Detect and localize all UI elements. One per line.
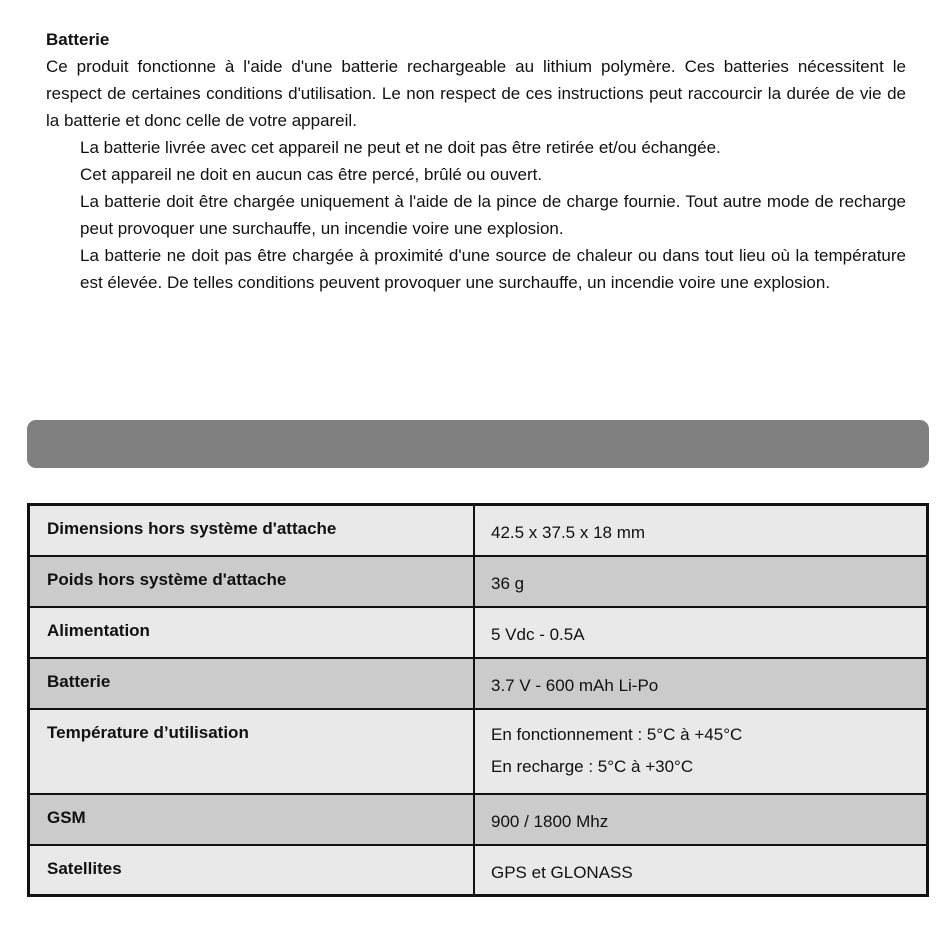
spec-value-line: En fonctionnement : 5°C à +45°C bbox=[491, 724, 743, 744]
list-item: Cet appareil ne doit en aucun cas être percé, brûlé ou ouvert. bbox=[80, 165, 543, 184]
spec-value: GPS et GLONASS bbox=[474, 845, 928, 896]
specifications-table bbox=[27, 503, 929, 897]
spec-label: GSM bbox=[29, 794, 475, 845]
battery-intro: Ce produit fonctionne à l'aide d'une batterie rechargeable au lithium polymère. Ces batteries nécessitent le respect de certaines conditions d'utilisation. Le non respect de ces instructions peut raccourcir la durée de vie de la batterie et donc celle de votre appareil. bbox=[46, 57, 906, 130]
spec-value: 36 g bbox=[474, 556, 928, 607]
spec-label: Batterie bbox=[29, 658, 475, 709]
spec-label: Poids hors système d'attache bbox=[29, 556, 475, 607]
spec-value: 900 / 1800 Mhz bbox=[474, 794, 928, 845]
table-row bbox=[29, 505, 928, 556]
table-row bbox=[29, 794, 928, 845]
table-row bbox=[29, 658, 928, 709]
table-row bbox=[29, 556, 928, 607]
spec-label: Satellites bbox=[29, 845, 475, 896]
list-item: La batterie livrée avec cet appareil ne peut et ne doit pas être retirée et/ou échangée. bbox=[80, 138, 721, 157]
battery-heading: Batterie bbox=[46, 30, 110, 49]
table-row bbox=[29, 607, 928, 658]
spec-value-line: En recharge : 5°C à +30°C bbox=[491, 756, 694, 776]
spec-value bbox=[474, 709, 928, 794]
table-row bbox=[29, 845, 928, 896]
section-header-bar bbox=[27, 420, 929, 468]
spec-value: 5 Vdc - 0.5A bbox=[474, 607, 928, 658]
table-row bbox=[29, 709, 928, 794]
spec-label: Température d’utilisation bbox=[29, 709, 475, 794]
list-item: La batterie doit être chargée uniquement à l'aide de la pince de charge fournie. Tout autre mode de recharge peut provoquer une surchauffe, un incendie voire une explosion. bbox=[80, 192, 906, 238]
battery-instructions-list bbox=[46, 134, 906, 296]
spec-value: 3.7 V - 600 mAh Li-Po bbox=[474, 658, 928, 709]
list-item: La batterie ne doit pas être chargée à proximité d'une source de chaleur ou dans tout lieu où la température est élevée. De telles conditions peuvent provoquer une surchauffe, un incendie voire une explosion. bbox=[80, 246, 906, 292]
spec-value: 42.5 x 37.5 x 18 mm bbox=[474, 505, 928, 556]
battery-section bbox=[46, 26, 906, 296]
spec-label: Alimentation bbox=[29, 607, 475, 658]
spec-label: Dimensions hors système d'attache bbox=[29, 505, 475, 556]
